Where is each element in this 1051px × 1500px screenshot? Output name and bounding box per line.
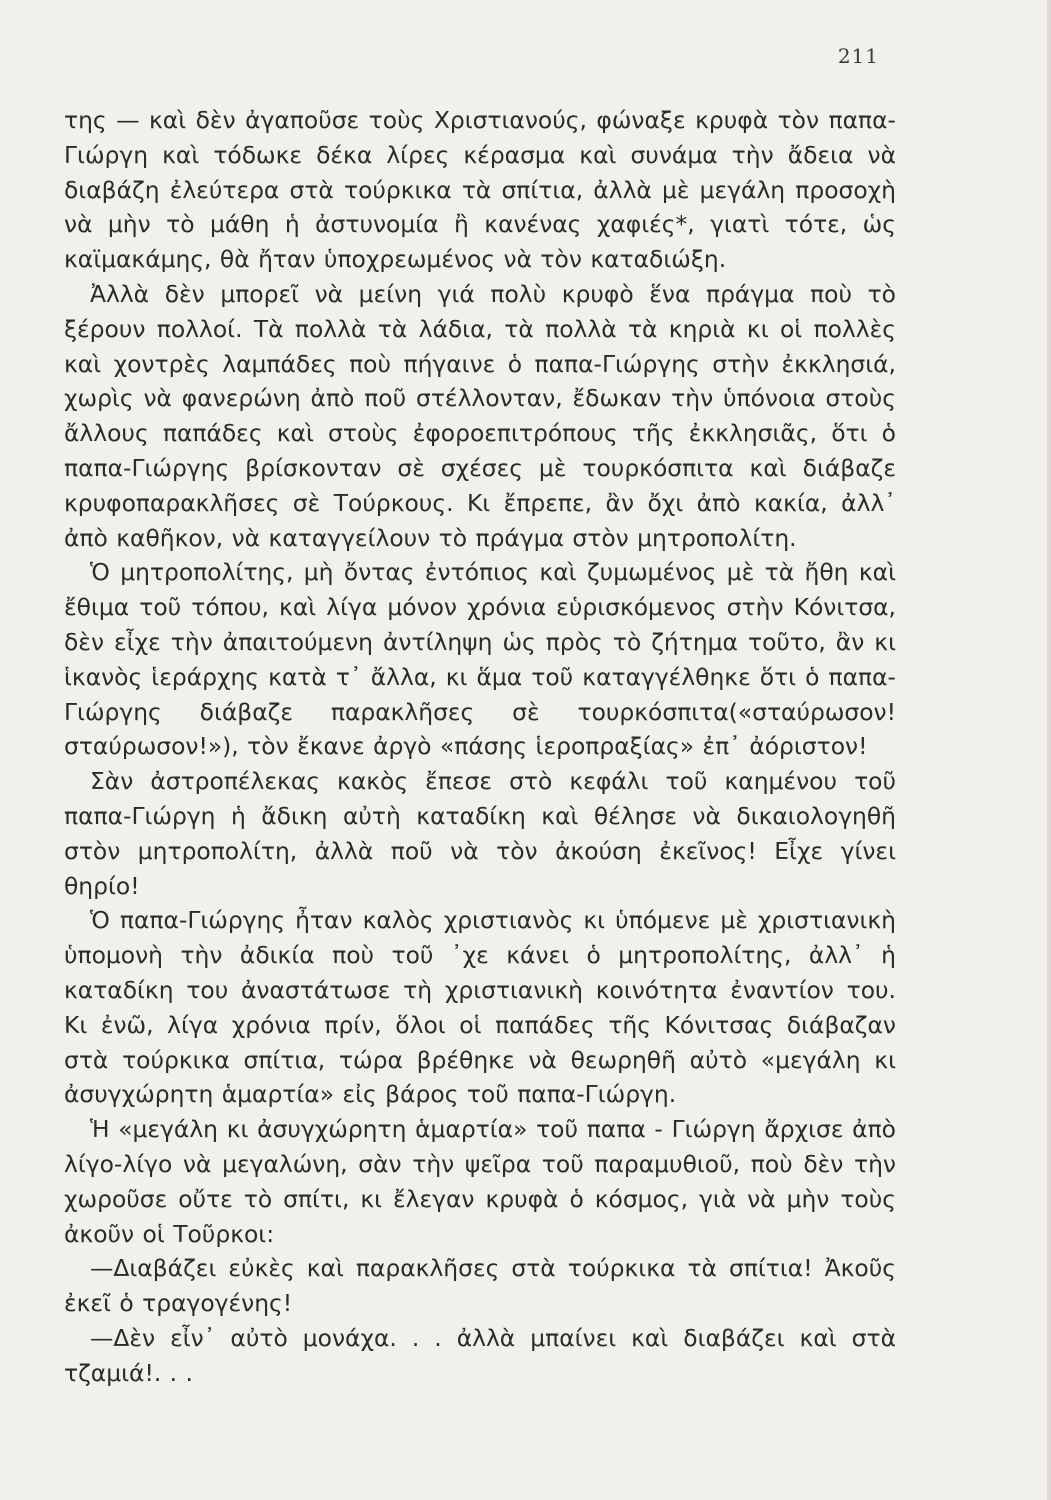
dialogue-line-1: —Διαβάζει εὐκὲς καὶ παρακλῆσες στὰ τούρκικα τὰ σπίτια! Ἀκοῦς ἐκεῖ ὁ τραγογένης! [64,1254,896,1318]
paragraph-1: της — καὶ δὲν ἀγαποῦσε τοὺς Χριστιανούς, φώναξε κρυφὰ τὸν παπα-Γιώργη καὶ τόδωκε δέκα λίρες κέρασμα καὶ συνάμα τὴν ἄδεια νὰ διαβάζη ἐλεύτερα στὰ τούρκικα τὰ σπίτια, ἀλλὰ μὲ μεγάλη προσοχὴ νὰ μὴν τὸ μάθη ἡ ἀστυνομία ἢ κανένας χαφιές*, γιατὶ τότε, ὡς καϊμακάμης, θὰ ἤταν ὑποχρεωμένος νὰ τὸν καταδιώξη. [64,106,896,274]
page-number: 211 [837,44,879,68]
body-text [64,103,896,1390]
paragraph-4: Σὰν ἀστροπέλεκας κακὸς ἔπεσε στὸ κεφάλι τοῦ καημένου τοῦ παπα-Γιώργη ἡ ἄδικη αὐτὴ καταδίκη καὶ θέλησε νὰ δικαιολογηθῆ στὸν μητροπολίτη, ἀλλὰ ποῦ νὰ τὸν ἀκούση ἐκεῖνος! Εἶχε γίνει θηρίο! [64,767,896,900]
paragraph-6: Ἡ «μεγάλη κι ἀσυγχώρητη ἁμαρτία» τοῦ παπα - Γιώργη ἄρχισε ἀπὸ λίγο-λίγο νὰ μεγαλώνη, σὰν τὴν ψεῖρα τοῦ παραμυθιοῦ, ποὺ δὲν τὴν χωροῦσε οὔτε τὸ σπίτι, κι ἔλεγαν κρυφὰ ὁ κόσμος, γιὰ νὰ μὴν τοὺς ἀκοῦν οἱ Τοῦρκοι: [64,1115,896,1248]
page-edge [1047,0,1051,1500]
dialogue-line-2: —Δὲν εἶν᾽ αὐτὸ μονάχα. . . ἀλλὰ μπαίνει καὶ διαβάζει καὶ στὰ τζαμιά!. . . [64,1323,896,1387]
paragraph-3: Ὁ μητροπολίτης, μὴ ὄντας ἐντόπιος καὶ ζυμωμένος μὲ τὰ ἤθη καὶ ἔθιμα τοῦ τόπου, καὶ λίγα μόνον χρόνια εὑρισκόμενος στὴν Κόνιτσα, δὲν εἶχε τὴν ἀπαιτούμενη ἀντίληψη ὡς πρὸς τὸ ζήτημα τοῦτο, ἂν κι ἱκανὸς ἱεράρχης κατὰ τ᾽ ἄλλα, κι ἅμα τοῦ καταγγέλθηκε ὅτι ὁ παπα-Γιώργης διάβαζε παρακλῆσες σὲ τουρκόσπιτα(«σταύρωσον! σταύρωσον!»), τὸν ἔκανε ἀργὸ «πάσης ἱεροπραξίας» ἐπ᾽ ἀόριστον! [64,558,896,761]
paragraph-5: Ὁ παπα-Γιώργης ἦταν καλὸς χριστιανὸς κι ὑπόμενε μὲ χριστιανικὴ ὑπομονὴ τὴν ἀδικία ποὺ τοῦ ᾽χε κάνει ὁ μητροπολίτης, ἀλλ᾽ ἡ καταδίκη του ἀναστάτωσε τὴ χριστιανικὴ κοινότητα ἐναντίον του. Κι ἐνῶ, λίγα χρόνια πρίν, ὅλοι οἱ παπάδες τῆς Κόνιτσας διάβαζαν στὰ τούρκικα σπίτια, τώρα βρέθηκε νὰ θεωρηθῆ αὐτὸ «μεγάλη κι ἀσυγχώρητη ἁμαρτία» εἰς βάρος τοῦ παπα-Γιώργη. [64,906,896,1109]
paragraph-2: Ἀλλὰ δὲν μπορεῖ νὰ μείνη γιά πολὺ κρυφὸ ἕνα πράγμα ποὺ τὸ ξέρουν πολλοί. Τὰ πολλὰ τὰ λάδια, τὰ πολλὰ τὰ κηριὰ κι οἱ πολλὲς καὶ χοντρὲς λαμπάδες ποὺ πήγαινε ὁ παπα-Γιώργης στὴν ἐκκλησιά, χωρὶς νὰ φανερώνη ἀπὸ ποῦ στέλλονταν, ἔδωκαν τὴν ὑπόνοια στοὺς ἄλλους παπάδες καὶ στοὺς ἐφοροεπιτρόπους τῆς ἐκκλησιᾶς, ὅτι ὁ παπα-Γιώργης βρίσκονταν σὲ σχέσες μὲ τουρκόσπιτα καὶ διάβαζε κρυφοπαρακλῆσες σὲ Τούρκους. Κι ἔπρεπε, ἂν ὄχι ἀπὸ κακία, ἀλλ᾽ ἀπὸ καθῆκον, νὰ καταγγείλουν τὸ πράγμα στὸν μητροπολίτη. [64,279,896,552]
